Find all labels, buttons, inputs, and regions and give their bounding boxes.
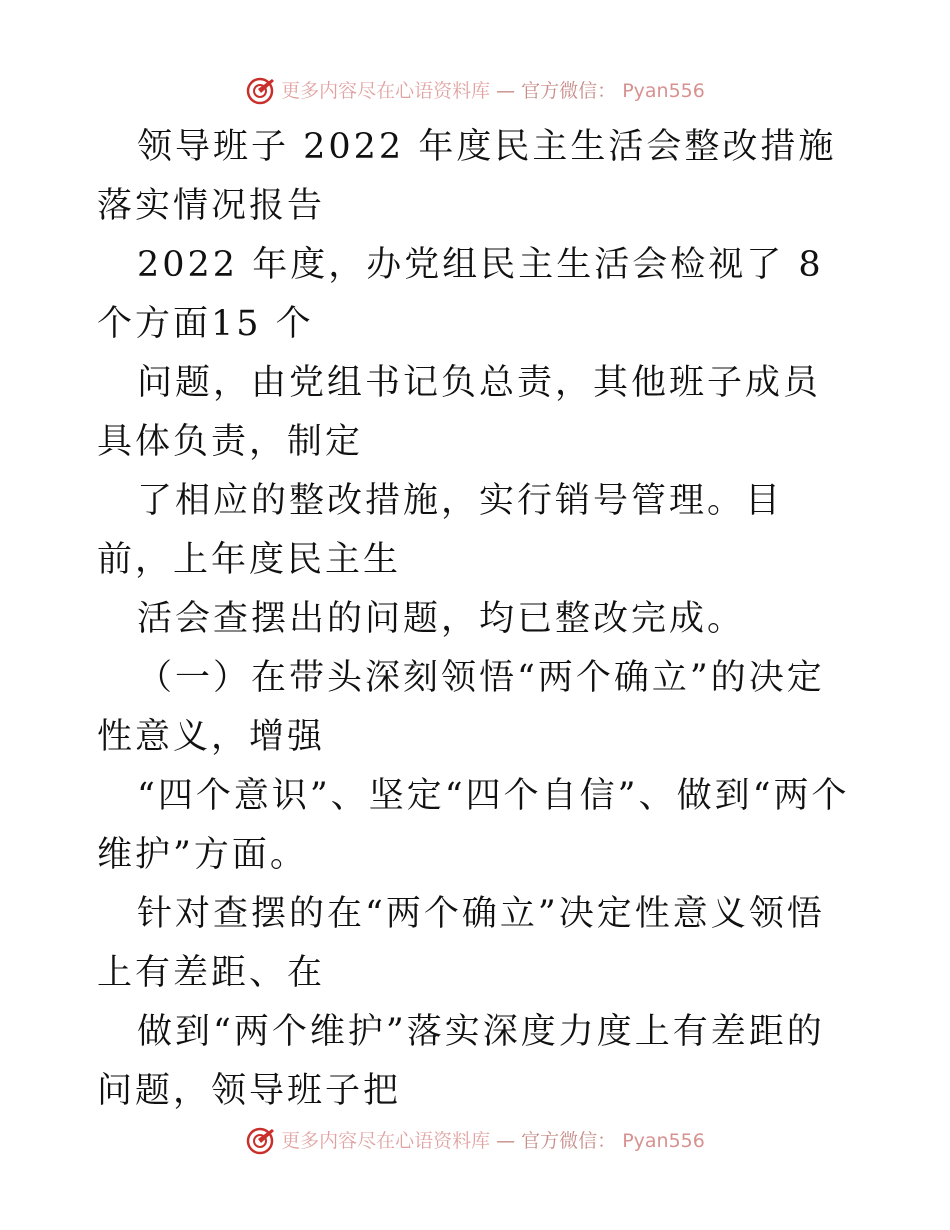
document-title: 领导班子 2022 年度民主生活会整改措施落实情况报告: [97, 127, 837, 226]
paragraph: 了相应的整改措施，实行销号管理。目前，上年度民主生: [97, 481, 784, 580]
header-watermark: [0, 76, 950, 106]
paragraph: 活会查摆出的问题，均已整改完成。: [137, 599, 746, 639]
watermark-main-text: 更多内容尽在心语资料库: [281, 80, 491, 102]
watermark-sub-text: 官方微信：: [521, 80, 617, 102]
paragraph: “四个意识”、坚定“四个自信”、做到“两个维护”方面。: [97, 776, 850, 875]
paragraph: 问题，由党组书记负总责，其他班子成员具体负责，制定: [97, 363, 822, 462]
document-body: [97, 118, 857, 1121]
watermark-wechat-id: Pyan556: [622, 80, 705, 102]
watermark-sub-text: 官方微信：: [521, 1130, 617, 1152]
paragraph: 做到“两个维护”落实深度力度上有差距的问题，领导班子把: [97, 1012, 825, 1111]
footer-watermark: [0, 1126, 950, 1156]
watermark-main-text: 更多内容尽在心语资料库: [281, 1130, 491, 1152]
pen-logo-icon: [245, 1126, 275, 1156]
section-heading: （一）在带头深刻领悟“两个确立”的决定性意义，增强: [97, 658, 825, 757]
paragraph: 2022 年度，办党组民主生活会检视了 8个方面15 个: [97, 245, 824, 344]
watermark-wechat-id: Pyan556: [622, 1130, 705, 1152]
paragraph: 针对查摆的在“两个确立”决定性意义领悟上有差距、在: [97, 894, 825, 993]
pen-logo-icon: [245, 76, 275, 106]
watermark-dash: —: [496, 1130, 516, 1152]
watermark-dash: —: [496, 80, 516, 102]
